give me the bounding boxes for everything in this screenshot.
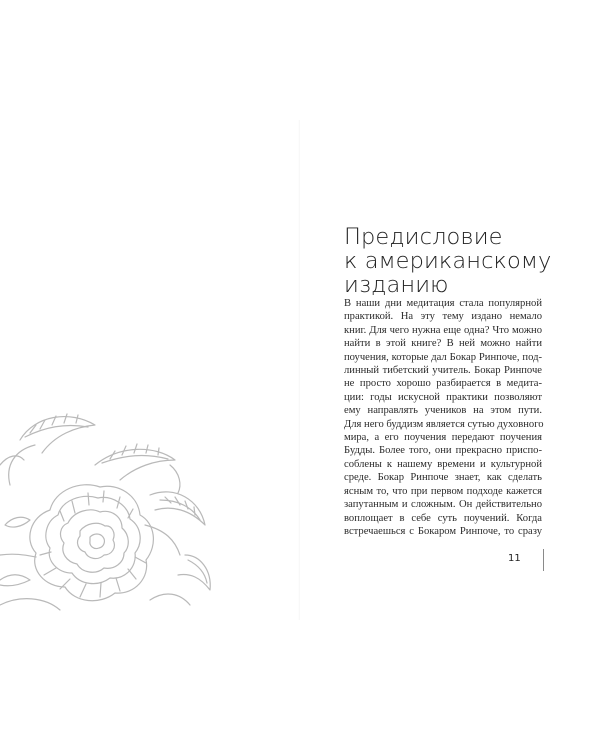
text-line: Будды. Более того, они прекрасно приспо- xyxy=(344,445,542,457)
text-line: соблены к нашему времени и культурной xyxy=(344,458,542,470)
peony-flower-ornament-icon xyxy=(0,405,220,615)
body-paragraph xyxy=(344,297,542,538)
text-line: ции: годы искусной практики позволяют xyxy=(344,391,542,403)
text-line: запутанным и сложным. Он действительно xyxy=(344,499,542,511)
text-line: среде. Бокар Ринпоче знает, как сделать xyxy=(344,472,542,484)
text-line: В наши дни медитация стала популярной xyxy=(344,298,542,309)
text-line: Для него буддизм является сутью духовного xyxy=(344,418,544,430)
text-line: линный тибетский учитель. Бокар Ринпоче xyxy=(344,365,542,377)
text-line: ясным то, что при первом подходе кажется xyxy=(344,485,542,497)
text-line: книг. Для чего нужна еще одна? Что можно xyxy=(344,324,542,336)
page-number: 11 xyxy=(508,553,521,564)
chapter-title-line: Предисловие xyxy=(344,224,503,250)
chapter-title xyxy=(344,225,564,297)
text-line: воплощает в себе суть поучений. Когда xyxy=(344,512,542,524)
text-line: ему направлять учеников на этом пути. xyxy=(344,405,542,417)
text-line: практикой. На эту тему издано немало xyxy=(344,311,542,323)
text-line: поучения, которые дал Бокар Ринпоче, под- xyxy=(344,351,542,363)
page-number-divider xyxy=(543,549,544,571)
text-line: не просто хорошо разбирается в медита- xyxy=(344,378,542,390)
text-line: найти в этой книге? В ней можно найти xyxy=(344,338,542,350)
text-line: встречаешься с Бокаром Ринпоче, то сразу xyxy=(344,525,542,537)
chapter-title-line: к американскому xyxy=(344,248,552,274)
chapter-title-line: изданию xyxy=(344,272,449,298)
text-line: мира, а его поучения передают поучения xyxy=(344,432,542,444)
